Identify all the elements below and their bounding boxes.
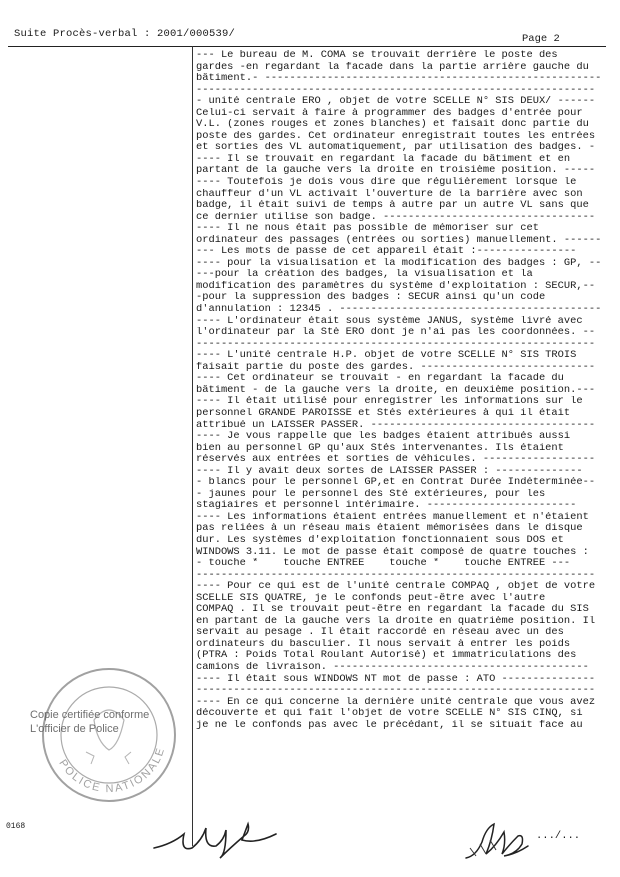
stamp-ring-text: POLICE NATIONALE xyxy=(56,745,168,796)
statement-line: ---- En ce qui concerne la dernière unité centrale que vous avez xyxy=(196,696,596,708)
statement-line: SCELLE SIS QUATRE, je le confonds peut-être avec l'autre xyxy=(196,592,546,604)
svg-text:POLICE NATIONALE xyxy=(56,745,167,795)
statement-line: gardes -en regardant la facade dans la partie arrière gauche du xyxy=(196,61,589,73)
statement-line: ---------------------------------------------------------------- xyxy=(196,685,596,697)
statement-line: l'ordinateur par la Stè ERO dont je n'ai pas les coordonnées. -- xyxy=(196,327,596,339)
statement-line: poste des gardes. Cet ordinateur enregistrait toutes les entrées xyxy=(196,130,596,142)
header-rule xyxy=(8,46,606,47)
statement-line: découverte et qui fait l'objet de votre SCELLE N° SIS CINQ, si xyxy=(196,708,583,720)
statement-line: --- Le bureau de M. COMA se trouvait derrière le poste des xyxy=(196,50,558,61)
statement-line: ---------------------------------------------------------------- xyxy=(196,338,596,350)
margin-rule xyxy=(192,46,193,846)
statement-line: stagiaires et personnel intérimaire. ------------------------ xyxy=(196,500,577,512)
statement-line: (PTRA : Poids Total Roulant Autorisé) et immatriculations des xyxy=(196,650,577,662)
statement-line: - jaunes pour le personnel des Sté extérieures, pour les xyxy=(196,488,546,500)
statement-line: ---- L'unité centrale H.P. objet de votre SCELLE N° SIS TROIS xyxy=(196,350,577,362)
statement-line: je ne le confonds pas avec le précédant, il se situait face au xyxy=(196,719,583,731)
stamp-caption-line1: Copie certifiée conforme xyxy=(30,709,150,721)
statement-line: ce dernier utilise son badge. ---------------------------------- xyxy=(196,211,596,223)
statement-line: WINDOWS 3.11. Le mot de passe était composé de quatre touches : xyxy=(196,546,589,558)
page-number: Page 2 xyxy=(522,33,560,45)
header-title: Suite Procès-verbal : 2001/000539/ xyxy=(14,28,236,40)
statement-line: badge, il était suivi de temps à autre par un autre VL sans que xyxy=(196,200,589,212)
statement-line: dur. Les systèmes d'exploitation fonctionnaient sous DOS et xyxy=(196,534,564,546)
statement-line: ordinateurs du basculier. Il nous servait à entrer les poids xyxy=(196,638,571,650)
continuation-mark: .../... xyxy=(536,830,581,842)
statement-line: réservés aux entrées et sorties de véhicules. ------------------ xyxy=(196,454,596,466)
statement-line: ---- Il était sous WINDOWS NT mot de passe : ATO --------------- xyxy=(196,673,596,685)
statement-line: attribué un LAISSER PASSER. ------------------------------------ xyxy=(196,419,596,431)
statement-line: -pour la suppression des badges : SECUR ainsi qu'un code xyxy=(196,292,546,304)
statement-line: et sorties des VL automatiquement, par utilisation des badges. - xyxy=(196,142,596,154)
statement-line: ordinateur des passages (entrées ou sorties) manuellement. ------ xyxy=(196,234,602,246)
statement-body xyxy=(196,50,602,731)
statement-line: V.L. (zones rouges et zones blanches) et faisait donc partie du xyxy=(196,119,589,131)
statement-line: personnel GRANDE PAROISSE et Stés extérieures à qui il était xyxy=(196,407,571,419)
statement-line: Celui-ci servait à faire à programmer des badges d'entrée pour xyxy=(196,107,583,119)
statement-line: - unité centrale ERO , objet de votre SCELLE N° SIS DEUX/ ------ xyxy=(196,96,596,108)
stamp-caption-line2: L'officier de Police xyxy=(30,723,119,735)
statement-line: - blancs pour le personnel GP,et en Contrat Durée Indéterminée-- xyxy=(196,477,596,489)
statement-line: faisait partie du poste des gardes. ---------------------------- xyxy=(196,361,596,373)
statement-line: ---- Toutefois je dois vous dire que régulièrement lorsque le xyxy=(196,177,577,189)
statement-line: ---- Je vous rappelle que les badges étaient attribués aussi xyxy=(196,431,571,443)
statement-line: ---- L'ordinateur était sous système JANUS, système livré avec xyxy=(196,315,583,327)
statement-line: bâtiment - de la gauche vers la droite, en deuxième position.--- xyxy=(196,384,596,396)
statement-line: ---------------------------------------------------------------- xyxy=(196,569,596,581)
statement-line: COMPAQ . Il se trouvait peut-être en regardant la facade du SIS xyxy=(196,604,589,616)
statement-line: ---pour la création des badges, la visualisation et la xyxy=(196,269,533,281)
document-number: 0168 xyxy=(6,822,26,831)
statement-line: - touche * touche ENTREE touche * touche ENTREE --- xyxy=(196,558,571,570)
statement-line: ---- Il se trouvait en regardant la facade du bâtiment et en xyxy=(196,153,571,165)
statement-line: ---- Les informations étaient entrées manuellement et n'étaient xyxy=(196,511,589,523)
statement-line: d'annulation : 12345 . ------------------------------------------ xyxy=(196,304,602,316)
statement-line: ---- Cet ordinateur se trouvait - en regardant la facade du xyxy=(196,373,564,385)
statement-line: en partant de la gauche vers la droite en quatrième position. Il xyxy=(196,615,596,627)
statement-line: ---------------------------------------------------------------- xyxy=(196,84,596,96)
statement-line: camions de livraison. ----------------------------------------- xyxy=(196,661,589,673)
stamp-caption xyxy=(30,708,149,736)
statement-line: servait au pesage . Il était raccordé en réseau avec un des xyxy=(196,627,564,639)
statement-line: ---- pour la visualisation et la modification des badges : GP, -- xyxy=(196,257,602,269)
statement-line: partant de la gauche vers la droite en troisième position. ----- xyxy=(196,165,596,177)
statement-line: --- Les mots de passe de cet appareil était :---------------- xyxy=(196,246,577,258)
statement-line: ---- Il ne nous était pas possible de mémoriser sur cet xyxy=(196,223,539,235)
witness-signature xyxy=(460,818,540,864)
officer-signature xyxy=(150,810,280,860)
statement-line: ---- Il y avait deux sortes de LAISSER PASSER : -------------- xyxy=(196,465,583,477)
statement-line: modification des paramètres du système d'exploitation : SECUR,-- xyxy=(196,280,596,292)
statement-line: chauffeur d'un VL activait l'ouverture de la barrière avec son xyxy=(196,188,583,200)
statement-line: ---- Pour ce qui est de l'unité centrale COMPAQ , objet de votre xyxy=(196,581,596,593)
statement-line: pas reliées à un réseau mais étaient mémorisées dans le disque xyxy=(196,523,583,535)
statement-line: ---- Il était utilisé pour enregistrer les informations sur le xyxy=(196,396,583,408)
statement-line: bien au personnel GP qu'aux Stés intervenantes. Ils étaient xyxy=(196,442,564,454)
statement-line: bâtiment.- ------------------------------------------------------ xyxy=(196,73,602,85)
